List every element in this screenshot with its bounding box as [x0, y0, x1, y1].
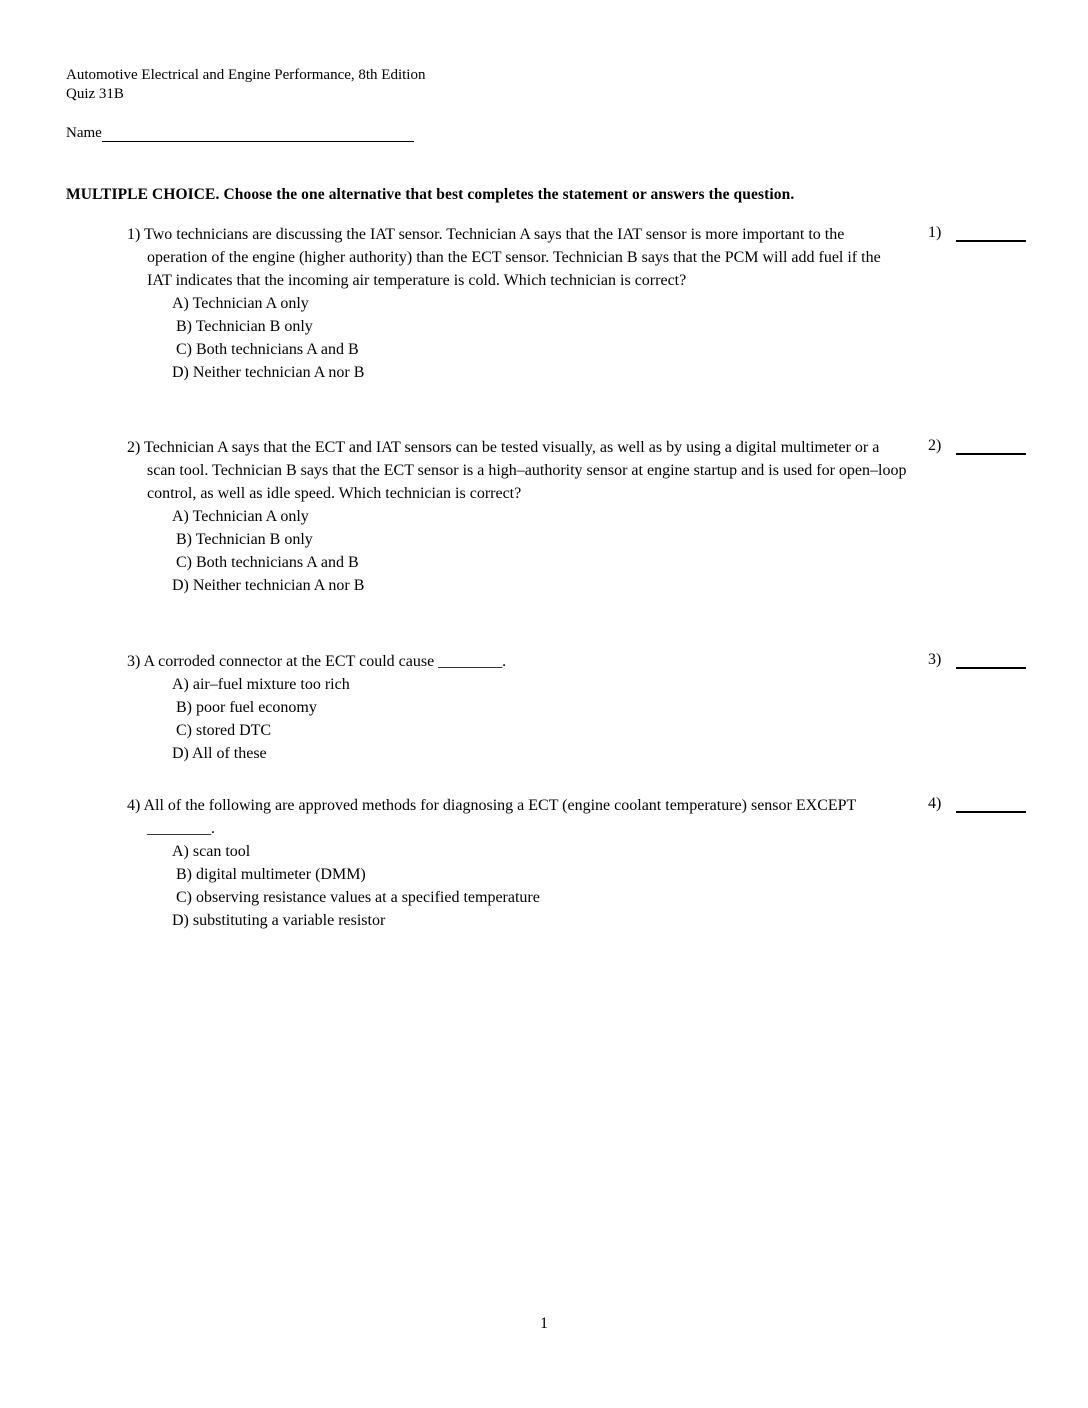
choice-list: [127, 840, 907, 932]
course-title: Automotive Electrical and Engine Performance, 8th Edition: [66, 67, 426, 83]
question-stem: 1) Two technicians are discussing the IAT sensor. Technician A says that the IAT sensor is more important to the operation of the engine (higher authority) than the ECT sensor. Technician B says that the PCM will add fuel if the IAT indicates that the incoming air temperature is cold. Which technician is correct?: [127, 226, 881, 289]
answer-slot-1: [928, 224, 1026, 242]
choice-b[interactable]: B) Technician B only: [176, 318, 313, 335]
answer-number: 2): [928, 437, 942, 454]
page-number: 1: [540, 1315, 548, 1332]
choice-list: [127, 292, 907, 384]
choice-d[interactable]: D) Neither technician A nor B: [172, 364, 365, 381]
question-3: [127, 650, 907, 765]
choice-d[interactable]: D) substituting a variable resistor: [172, 912, 386, 929]
choice-c[interactable]: C) stored DTC: [176, 722, 272, 739]
choice-c[interactable]: C) Both technicians A and B: [176, 341, 359, 358]
answer-blank[interactable]: [956, 439, 1026, 455]
quiz-title: Quiz 31B: [66, 86, 124, 102]
document-header: [66, 66, 425, 104]
choice-list: [127, 673, 907, 765]
question-stem: 3) A corroded connector at the ECT could cause ________.: [127, 653, 507, 670]
name-label: Name: [66, 125, 102, 141]
name-field-row: [66, 125, 414, 142]
choice-a[interactable]: A) Technician A only: [172, 295, 309, 312]
answer-blank[interactable]: [956, 797, 1026, 813]
question-stem: 2) Technician A says that the ECT and IAT sensors can be tested visually, as well as by using a digital multimeter or a scan tool. Technician B says that the ECT sensor is a high–authority sensor at engine startup and is used for open–loop control, as well as idle speed. Which technician is correct?: [127, 439, 907, 502]
answer-number: 3): [928, 651, 942, 668]
question-stem: 4) All of the following are approved methods for diagnosing a ECT (engine coolant temperature) sensor EXCEPT ________.: [127, 797, 857, 837]
answer-blank[interactable]: [956, 226, 1026, 242]
name-blank-line[interactable]: [102, 125, 414, 142]
section-instructions: MULTIPLE CHOICE. Choose the one alternative that best completes the statement or answers the question.: [66, 186, 795, 203]
answer-slot-4: [928, 795, 1026, 813]
answer-slot-3: [928, 651, 1026, 669]
choice-c[interactable]: C) Both technicians A and B: [176, 554, 359, 571]
choice-list: [127, 505, 907, 597]
choice-c[interactable]: C) observing resistance values at a specified temperature: [176, 889, 540, 906]
choice-a[interactable]: A) air–fuel mixture too rich: [172, 676, 350, 693]
choice-b[interactable]: B) poor fuel economy: [176, 699, 317, 716]
answer-number: 1): [928, 224, 942, 241]
choice-d[interactable]: D) Neither technician A nor B: [172, 577, 365, 594]
choice-b[interactable]: B) digital multimeter (DMM): [176, 866, 366, 883]
answer-slot-2: [928, 437, 1026, 455]
answer-number: 4): [928, 795, 942, 812]
choice-a[interactable]: A) Technician A only: [172, 508, 309, 525]
answer-blank[interactable]: [956, 653, 1026, 669]
question-2: [127, 436, 907, 597]
choice-a[interactable]: A) scan tool: [172, 843, 251, 860]
question-4: [127, 794, 907, 932]
choice-b[interactable]: B) Technician B only: [176, 531, 313, 548]
question-1: [127, 223, 907, 384]
choice-d[interactable]: D) All of these: [172, 745, 267, 762]
